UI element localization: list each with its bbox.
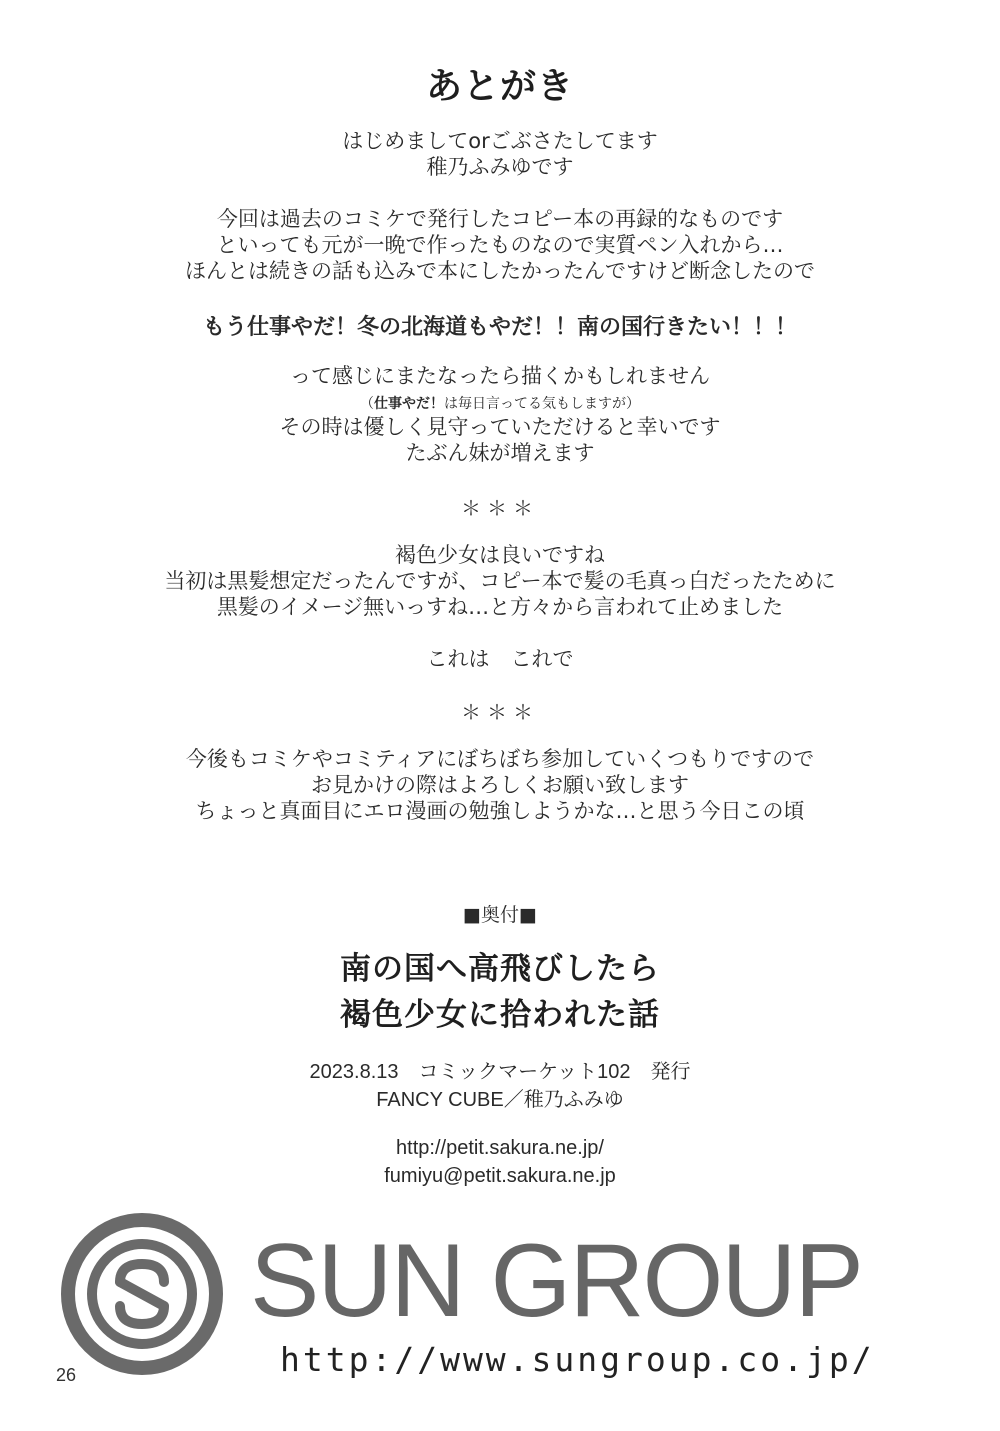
website-url[interactable]: http://petit.sakura.ne.jp/ [396,1137,604,1159]
future-line-2: お見かけの際はよろしくお願い致します [311,773,689,797]
publish-date-line: 2023.8.13 コミックマーケット102 発行 [309,1061,691,1083]
note-bold: 仕事やだ！ [374,396,444,412]
intro-line-3: ほんとは続きの話も込みで本にしたかったんですけど断念したので [185,259,815,283]
future-line-1: 今後もコミケやコミティアにぼちぼち参加していくつもりですので [185,747,815,771]
side-note [0,393,1000,413]
future-line-3: ちょっと真面目にエロ漫画の勉強しようかな…と思う今日この頃 [195,799,805,823]
maybe-draw-line: って感じにまたなったら描くかもしれません [290,364,710,388]
intro-line-1: 今回は過去のコミケで発行したコピー本の再録的なものです [216,207,784,231]
sister-line: たぶん妹が増えます [405,441,595,465]
note-close-paren: ） [626,396,640,412]
contact-email[interactable]: fumiyu@petit.sakura.ne.jp [384,1165,616,1187]
this-is-that-line: これは これで [426,647,574,671]
brown-girl-line-1: 褐色少女は良いですね [395,543,605,567]
separator-1: ＊＊＊ [461,496,539,520]
greeting-line-1: はじめましてorごぶさたしてます [342,129,658,153]
page-number: 26 [56,1365,77,1385]
circle-author-line: FANCY CUBE／稚乃ふみゆ [376,1089,624,1111]
sun-group-logo-icon [60,1212,224,1376]
greeting-line-2: 稚乃ふみゆです [426,155,574,179]
intro-line-2: といっても元が一晩で作ったものなので実質ペン入れから… [216,233,784,257]
note-open-paren: （ [360,396,374,412]
brown-girl-line-3: 黒髪のイメージ無いっすね…と方々から言われて止めました [216,595,784,619]
watch-over-line: その時は優しく見守っていただけると幸いです [279,415,721,439]
shout-line: もう仕事やだ！冬の北海道もやだ！！南の国行きたい！！！ [202,315,797,340]
brown-girl-line-2: 当初は黒髪想定だったんですが、コピー本で髪の毛真っ白だったために [164,569,836,593]
sun-group-logo-text: SUN GROUP [250,1223,862,1339]
sun-group-url[interactable]: http://www.sungroup.co.jp/ [280,1340,875,1379]
afterword-title: あとがき [425,66,574,107]
book-title-line-1: 南の国へ高飛びしたら [340,951,660,987]
book-title-line-2: 褐色少女に拾われた話 [340,997,660,1033]
colophon-heading: ■奥付■ [463,904,537,926]
note-rest: は毎日言ってる気もしますが [444,396,626,412]
separator-2: ＊＊＊ [461,700,539,724]
